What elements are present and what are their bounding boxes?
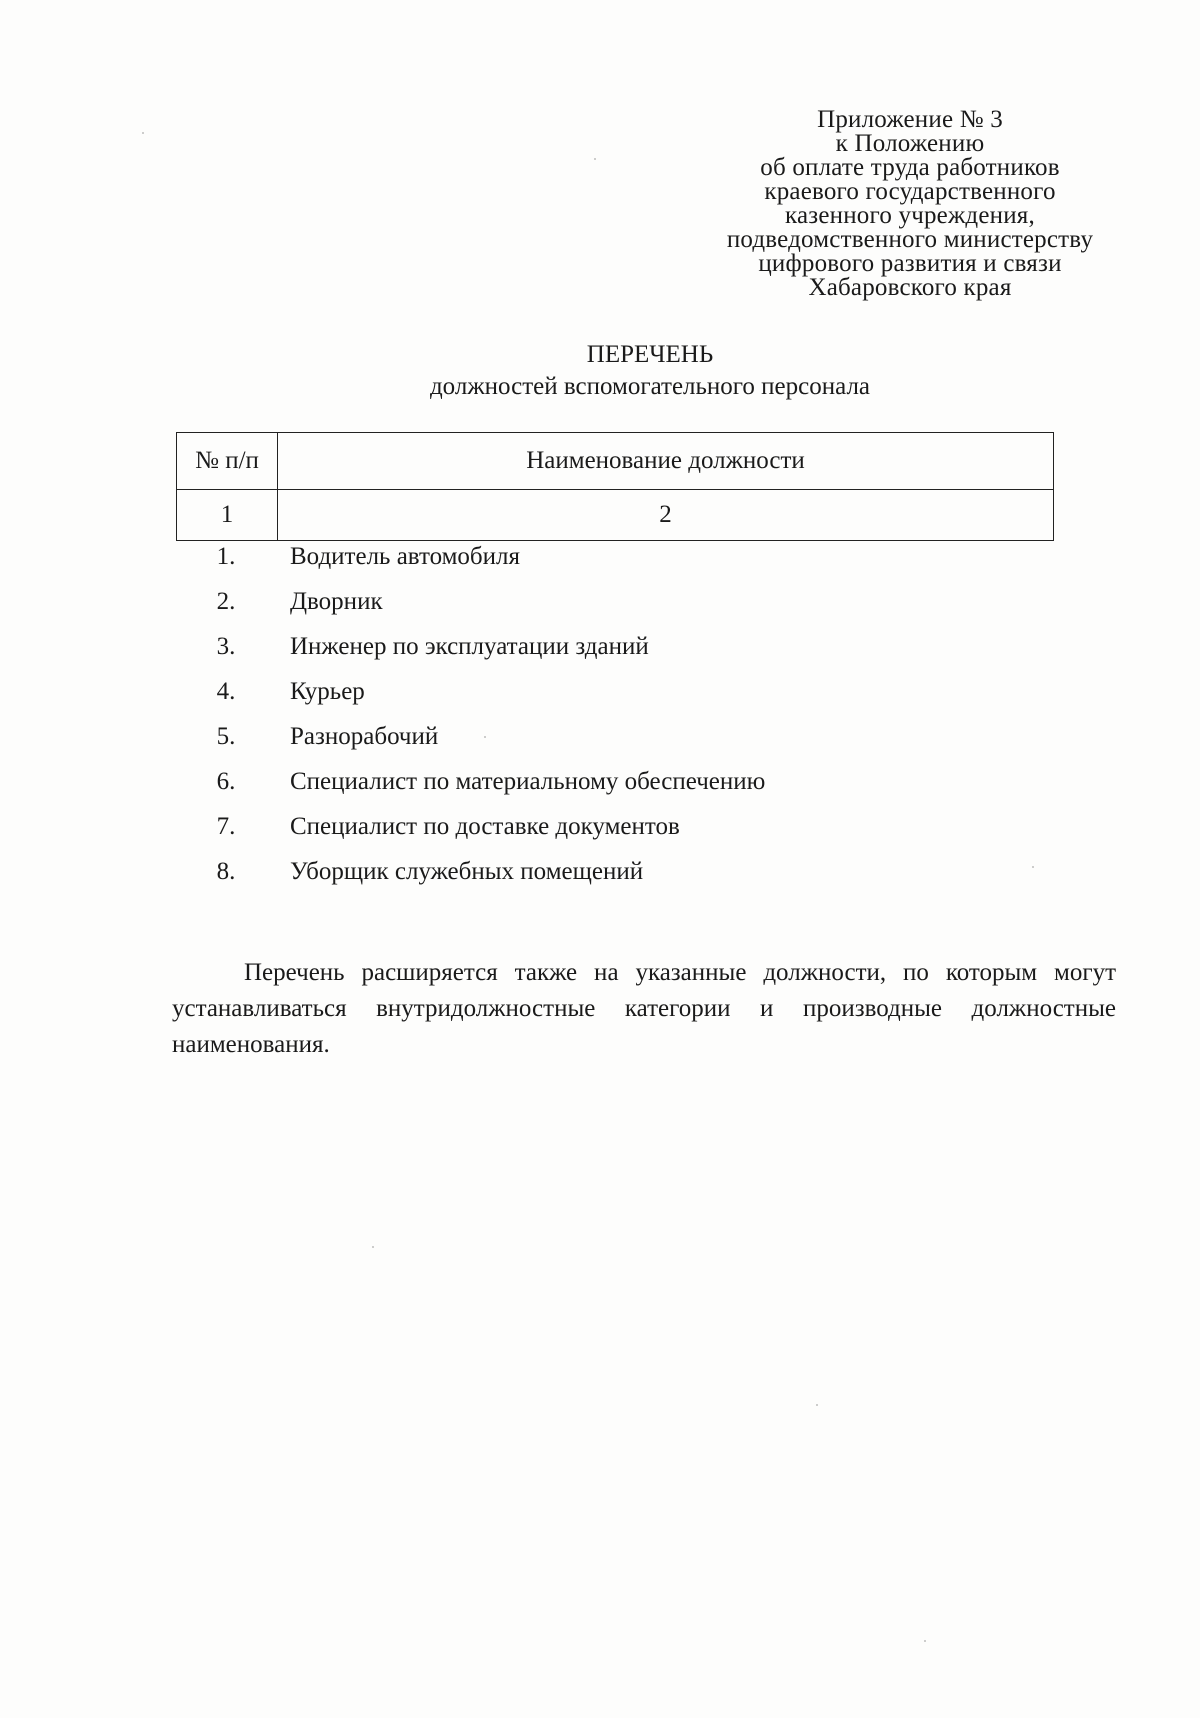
row-number: 4. (216, 678, 236, 705)
appendix-line: к Положению (835, 130, 985, 157)
appendix-line: Приложение № 3 (817, 106, 1003, 133)
row-number: 2. (216, 588, 236, 615)
closing-note: Перечень расширяется также на указанные должности, по которым могут устанавливаться внутридолжностные категории и производные должностные наименования. (172, 959, 1116, 1058)
appendix-line: казенного учреждения, (785, 202, 1035, 229)
positions-list (176, 543, 1054, 903)
row-number: 1. (216, 543, 236, 570)
row-position-name: Водитель автомобиля (290, 543, 520, 570)
index-cell-2: 2 (278, 490, 1054, 541)
row-number: 6. (216, 768, 236, 795)
row-position-name: Уборщик служебных помещений (290, 858, 644, 885)
table-row (176, 633, 1054, 678)
row-number: 8. (216, 858, 236, 885)
header-number: № п/п (177, 433, 278, 490)
table-header-row (177, 433, 1054, 490)
row-position-name: Специалист по материальному обеспечению (290, 768, 766, 795)
table-row (176, 768, 1054, 813)
table-row (176, 678, 1054, 723)
document-subtitle: должностей вспомогательного персонала (429, 373, 871, 400)
table-row (176, 723, 1054, 768)
row-position-name: Курьер (290, 678, 365, 705)
scan-speck (1032, 866, 1034, 868)
table-row (176, 813, 1054, 858)
document-title: ПЕРЕЧЕНЬ (586, 341, 714, 368)
row-position-name: Инженер по эксплуатации зданий (290, 633, 649, 660)
positions-table (176, 432, 1054, 541)
appendix-line: краевого государственного (764, 178, 1056, 205)
table-row (176, 858, 1054, 903)
appendix-line: Хабаровского края (808, 274, 1012, 301)
scan-speck (484, 736, 486, 738)
row-number: 3. (216, 633, 236, 660)
row-position-name: Специалист по доставке документов (290, 813, 680, 840)
scan-speck (924, 1640, 926, 1642)
scan-speck (142, 132, 144, 134)
appendix-line: об оплате труда работников (760, 154, 1060, 181)
scan-speck (594, 158, 596, 160)
row-position-name: Разнорабочий (290, 723, 439, 750)
row-number: 5. (216, 723, 236, 750)
table-row (176, 588, 1054, 633)
row-number: 7. (216, 813, 236, 840)
row-position-name: Дворник (290, 588, 383, 615)
index-cell-1: 1 (177, 490, 278, 541)
table-row (176, 543, 1054, 588)
scan-speck (372, 1246, 374, 1248)
table-index-row (177, 490, 1054, 541)
appendix-header (690, 108, 1130, 300)
scan-speck (816, 1404, 818, 1406)
appendix-line: цифрового развития и связи (758, 250, 1062, 277)
appendix-line: подведомственного министерству (726, 226, 1094, 253)
header-position-name: Наименование должности (278, 433, 1054, 490)
